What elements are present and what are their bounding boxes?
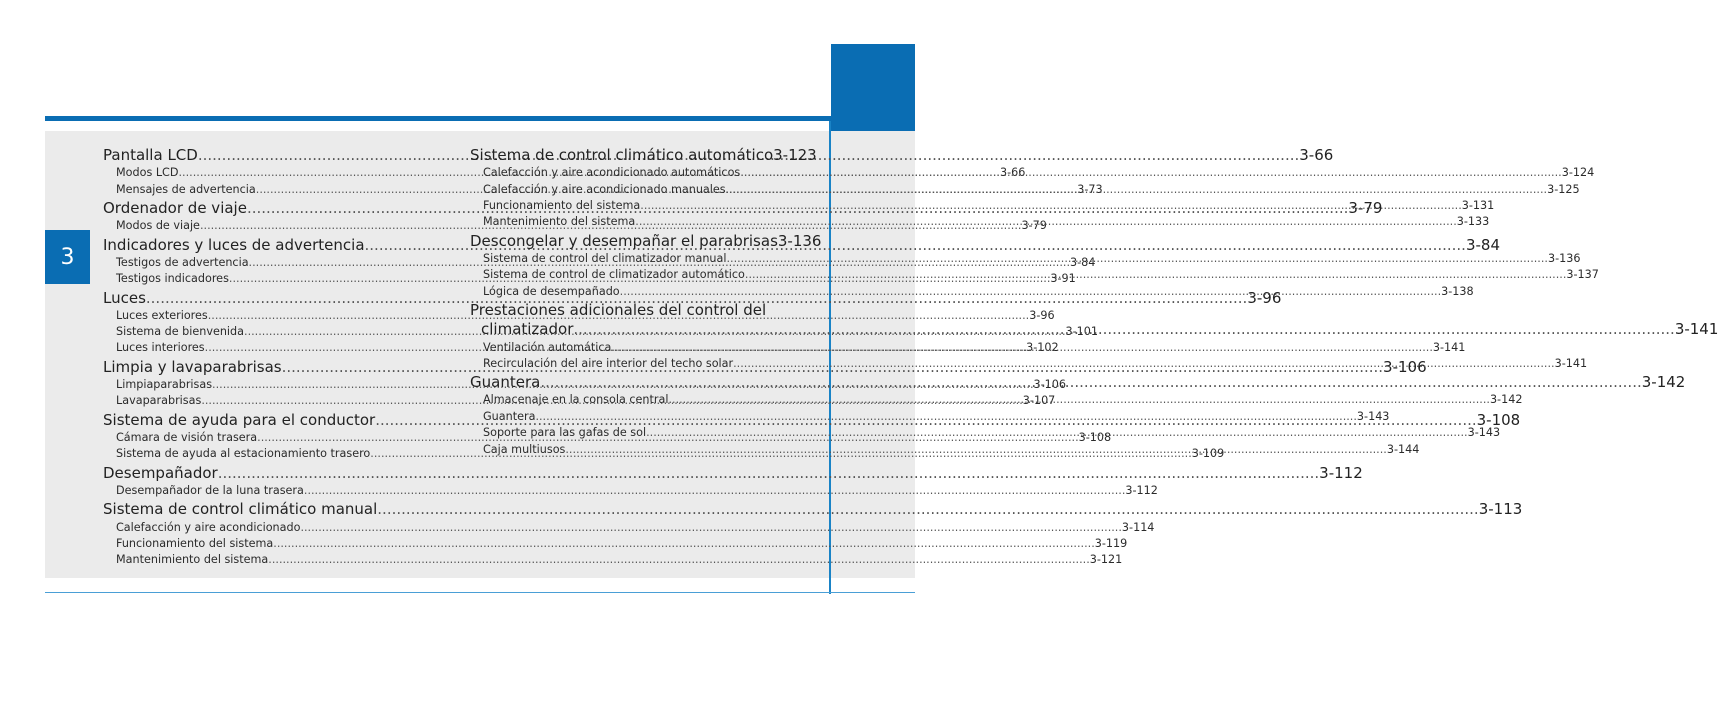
toc-entry-label: Calefacción y aire acondicionado manuales [483,182,726,196]
toc-entry-page: 3-124 [1561,166,1595,180]
toc-section-heading-label: Limpia y lavaparabrisas [103,357,282,376]
toc-section-heading-page: 3-96 [1247,288,1282,307]
toc-section-heading-label: Desempañador [103,463,218,482]
toc-entry-page: 3-96 [1029,308,1055,322]
toc-entry-label: Desempañador de la luna trasera [116,484,304,497]
toc-entry-label: Calefacción y aire acondicionado automáticos [483,166,741,180]
toc-entry-page: 3-91 [1050,272,1076,286]
toc-entry-label: Ventilación automática [483,340,612,354]
dot-leader [535,409,1356,425]
toc-entry-label: Recirculación del aire interior del techo solar [483,356,734,370]
toc-entry-page: 3-125 [1547,182,1580,196]
toc-section-heading-label: Sistema de control climático automático [470,146,774,164]
toc-entry-label: Caja multiusos [483,442,566,456]
dot-leader [727,251,1548,267]
toc-entry-page: 3-79 [1021,219,1047,233]
toc-section-heading-label: Ordenador de viaje [103,198,247,217]
toc-entry-label: Lógica de desempañado [483,284,620,298]
toc-entry-label: Soporte para las gafas de sol [483,426,647,440]
toc-section-heading[interactable] [470,146,817,165]
toc-entry[interactable] [103,520,1155,536]
toc-section-heading-page: 3-136 [777,231,822,250]
toc-entry-label: Sistema de ayuda al estacionamiento trasero [116,447,371,461]
toc-section-heading-label: Luces [103,288,146,307]
toc-entry-label: Limpiaparabrisas [116,378,213,392]
toc-entry-label: Modos de viaje [116,219,200,233]
toc-entry-label: Testigos indicadores [116,272,229,286]
dot-leader [565,442,1386,458]
toc-entry-page: 3-131 [1461,198,1495,212]
toc-entry-page: 3-121 [1089,553,1123,567]
toc-section-heading-label: Descongelar y desempañar el parabrisas [470,231,778,250]
toc-section-heading-line2-page: 3-141 [1674,320,1718,339]
toc-entry-label: Guantera [483,409,536,423]
toc-entry[interactable] [103,536,1128,552]
toc-entry-page: 3-84 [1070,255,1096,269]
toc-section-heading-label: Guantera [470,373,541,392]
toc-section-heading-page: 3-106 [1383,357,1427,376]
toc-section-heading-page: 3-142 [1641,373,1686,392]
toc-entry-page: 3-137 [1566,268,1599,282]
dot-leader [726,182,1547,198]
toc-section-heading-label: Sistema de control climático manual [103,500,378,519]
toc-entry-label: Sistema de bienvenida [116,325,245,339]
toc-entry-page: 3-107 [1022,394,1056,408]
toc-entry[interactable] [103,552,1123,568]
dot-leader [620,284,1441,300]
dot-leader [377,500,1478,519]
dot-leader [218,464,1319,483]
toc-entry-page: 3-108 [1078,431,1112,445]
toc-entry-page: 3-109 [1191,447,1225,461]
toc-entry-page: 3-141 [1554,356,1588,370]
dot-leader [611,340,1432,356]
bottom-rule [45,592,915,593]
toc-entry-label: Sistema de control de climatizador automático [483,268,745,282]
toc-section-heading-line1: Prestaciones adicionales del control del [470,301,767,320]
dot-leader [304,483,1125,499]
dot-leader [733,356,1554,372]
toc-entry-page: 3-102 [1026,341,1059,355]
toc-section-heading-page: 3-108 [1476,410,1521,429]
toc-entry-label: Mantenimiento del sistema [483,215,636,229]
toc-entry-label: Funcionamiento del sistema [116,536,274,550]
toc-entry[interactable] [470,409,1390,425]
toc-entry-label: Almacenaje en la consola central [483,393,669,407]
toc-entry-label: Calefacción y aire acondicionado [116,520,301,534]
toc-section-heading-page: 3-66 [1299,146,1334,164]
toc-entry-page: 3-119 [1094,536,1128,550]
chapter-tab: 3 [45,230,90,284]
dot-leader [668,392,1489,408]
toc-entry-page: 3-101 [1065,325,1099,339]
dot-leader [646,425,1467,441]
toc-section-heading-page: 3-123 [773,146,817,164]
dot-leader [268,552,1089,568]
dot-leader [300,520,1121,536]
toc-section-heading[interactable] [470,231,822,251]
toc-section-heading-page: 3-79 [1348,198,1383,217]
toc-entry-page: 3-141 [1432,340,1466,354]
toc-entry[interactable] [103,483,1158,499]
dot-leader [273,536,1094,552]
corner-block [831,44,915,131]
toc-entry-page: 3-143 [1467,426,1501,440]
dot-leader [635,214,1456,230]
toc-section-heading[interactable] [103,463,1363,483]
toc-entry-page: 3-142 [1489,393,1523,407]
toc-entry-label: Testigos de advertencia [116,255,249,269]
toc-section-heading-page: 3-84 [1465,235,1500,254]
toc-entry-label: Cámara de visión trasera [116,431,258,445]
toc-section-heading-page: 3-113 [1478,500,1523,519]
dot-leader [540,373,1641,392]
top-rule [45,116,831,121]
toc-section-heading-label: Sistema de ayuda para el conductor [103,410,376,429]
toc-section-heading[interactable] [103,500,1523,519]
toc-section-heading-label: Pantalla LCD [103,146,198,164]
toc-entry-page: 3-143 [1356,409,1390,423]
toc-entry-page: 3-112 [1125,484,1158,497]
toc-entry-page: 3-114 [1121,520,1155,534]
toc-entry-label: Funcionamiento del sistema [483,198,641,212]
toc-entry-page: 3-106 [1033,378,1067,392]
toc-section-heading-page: 3-112 [1319,463,1363,482]
dot-leader [740,165,1561,181]
toc-entry-page: 3-66 [999,166,1026,180]
toc-entry-label: Mensajes de advertencia [116,182,256,196]
toc-entry-label: Luces exteriores [116,308,208,322]
toc-entry-label: Sistema de control del climatizador manual [483,251,727,265]
dot-leader [573,320,1674,339]
toc-entry-page: 3-73 [1077,182,1103,196]
dot-leader [640,198,1461,214]
toc-entry-page: 3-136 [1547,251,1581,265]
toc-entry-page: 3-138 [1441,284,1474,298]
toc-section-heading-line2-label: climatizador [481,320,574,339]
toc-entry-page: 3-133 [1456,215,1490,229]
toc-entry-page: 3-144 [1386,442,1420,456]
toc-entry-label: Luces interiores [116,341,205,355]
toc-section-heading-label: Indicadores y luces de advertencia [103,235,365,254]
dot-leader [745,267,1566,283]
toc-entry-label: Mantenimiento del sistema [116,553,269,567]
toc-entry-label: Modos LCD [116,166,179,180]
toc-entry-label: Lavaparabrisas [116,394,202,408]
